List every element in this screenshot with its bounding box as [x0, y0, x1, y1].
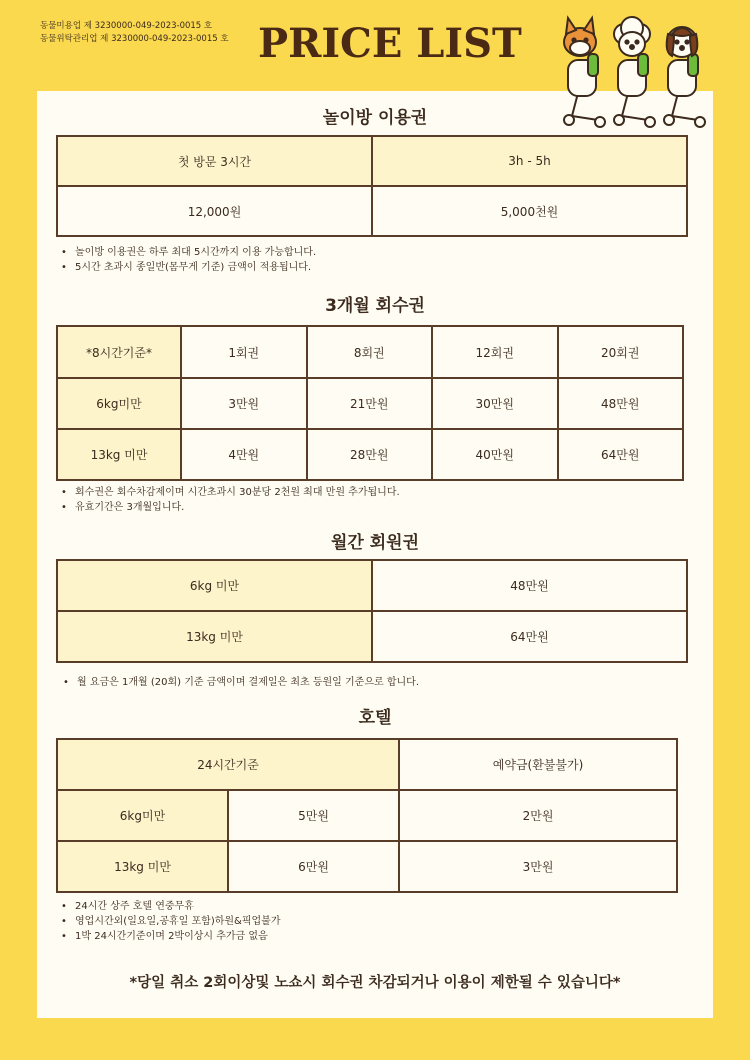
pass3m-price: 28만원 — [307, 429, 433, 480]
pass3m-note: • 회수권은 회수차감제이며 시간초과시 30분당 2천원 최대 만원 추가됩니다. — [61, 485, 400, 500]
monthly-title: 월간 회원권 — [330, 533, 420, 553]
pass3m-price: 48만원 — [558, 378, 684, 429]
hotel-deposit: 3만원 — [399, 841, 677, 892]
hotel-price: 6만원 — [228, 841, 399, 892]
hotel-title: 호텔 — [358, 708, 392, 728]
playroom-header-extra: 3h - 5h — [372, 136, 687, 186]
hotel-table — [56, 738, 678, 893]
registration-line-boarding: 동물위탁관리업 제 3230000-049-2023-0015 호 — [40, 34, 229, 44]
playroom-note: • 놀이방 이용권은 하루 최대 5시간까지 이용 가능합니다. — [61, 245, 316, 260]
pass3m-corner: *8시간기준* — [57, 326, 181, 378]
cancellation-policy: *당일 취소 2회이상및 노쇼시 회수권 차감되거나 이용이 제한될 수 있습니다* — [129, 975, 621, 991]
pass3m-price: 40만원 — [432, 429, 558, 480]
hotel-notes — [61, 899, 281, 944]
pass3m-price: 4만원 — [181, 429, 307, 480]
pass3m-row-label: 6kg미만 — [57, 378, 181, 429]
pass3m-note: • 유효기간은 3개월입니다. — [61, 500, 400, 515]
monthly-price: 48만원 — [372, 560, 687, 611]
playroom-title: 놀이방 이용권 — [322, 108, 428, 128]
playroom-price-extra: 5,000천원 — [372, 186, 687, 236]
hotel-price: 5만원 — [228, 790, 399, 841]
pass3m-title: 3개월 회수권 — [325, 296, 425, 316]
dog-mascots-illustration — [552, 12, 708, 132]
pass3m-price: 3만원 — [181, 378, 307, 429]
playroom-note: • 5시간 초과시 종일반(몸무게 기준) 금액이 적용됩니다. — [61, 260, 316, 275]
hotel-note: • 1박 24시간기준이며 2박이상시 추가금 없음 — [61, 929, 281, 944]
playroom-table — [56, 135, 688, 237]
monthly-price: 64만원 — [372, 611, 687, 662]
registration-info — [40, 20, 229, 46]
hotel-note: • 영업시간외(일요일,공휴일 포함)하원&픽업불가 — [61, 914, 281, 929]
pass3m-header: 8회권 — [307, 326, 433, 378]
price-panel — [37, 91, 713, 1018]
hotel-note: • 24시간 상주 호텔 연중무휴 — [61, 899, 281, 914]
pass3m-header: 20회권 — [558, 326, 684, 378]
playroom-header-first-visit: 첫 방문 3시간 — [57, 136, 372, 186]
monthly-table — [56, 559, 688, 663]
hotel-header-24h: 24시간기준 — [57, 739, 399, 790]
playroom-price-first-visit: 12,000원 — [57, 186, 372, 236]
pass3m-price: 64만원 — [558, 429, 684, 480]
monthly-row-label: 13kg 미만 — [57, 611, 372, 662]
page-title: PRICE LIST — [258, 20, 522, 67]
pass3m-header: 1회권 — [181, 326, 307, 378]
hotel-row-label: 13kg 미만 — [57, 841, 228, 892]
playroom-notes — [61, 245, 316, 275]
pass3m-notes — [61, 485, 400, 515]
pass3m-row-label: 13kg 미만 — [57, 429, 181, 480]
hotel-row-label: 6kg미만 — [57, 790, 228, 841]
registration-line-grooming: 동물미용업 제 3230000-049-2023-0015 호 — [40, 21, 213, 31]
pass3m-header: 12회권 — [432, 326, 558, 378]
pass3m-price: 30만원 — [432, 378, 558, 429]
monthly-notes — [63, 675, 419, 690]
pass3m-price: 21만원 — [307, 378, 433, 429]
pass3m-table — [56, 325, 684, 481]
hotel-header-deposit: 예약금(환불불가) — [399, 739, 677, 790]
hotel-deposit: 2만원 — [399, 790, 677, 841]
monthly-row-label: 6kg 미만 — [57, 560, 372, 611]
monthly-note: • 월 요금은 1개월 (20회) 기준 금액이며 결제일은 최초 등원일 기준으로 합니다. — [63, 675, 419, 690]
